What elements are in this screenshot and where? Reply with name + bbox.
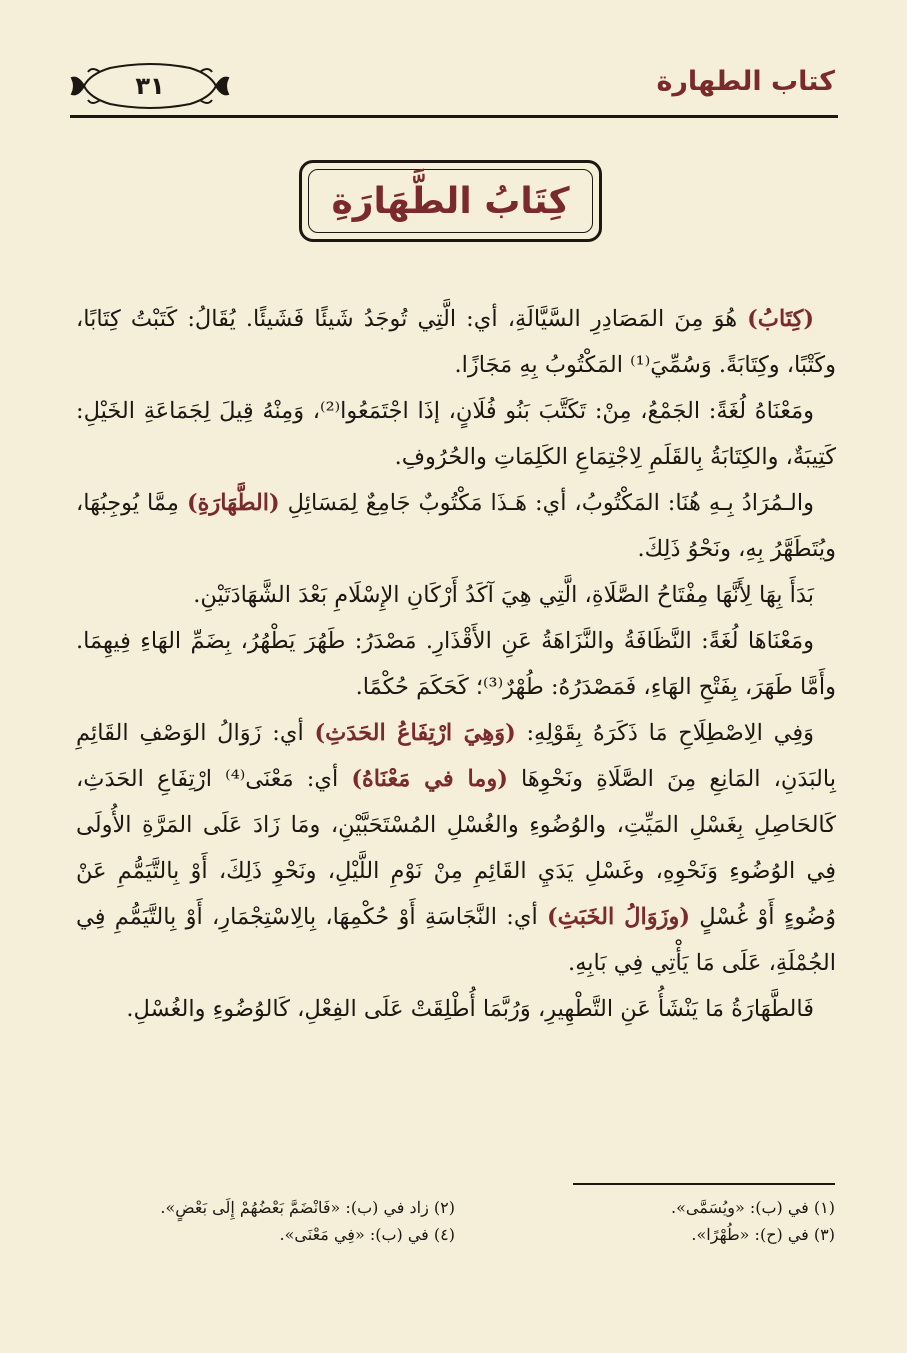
running-title: كتاب الطهارة: [656, 66, 835, 97]
commentary-text: ومَعْنَاهَا لُغَةً: النَّظَافَةُ والنَّزَاهَةُ عَنِ الأَقْذَارِ. مَصْدَرُ: طَهُرَ يَطْهُرُ، بِضَمِّ الهَاءِ فِيهِمَا. وأَمَّا طَهَرَ، بِفَتْحِ الهَاءِ، فَمَصْدَرُهُ: طُهْرٌ: [76, 628, 836, 700]
commentary-text: ومَعْنَاهُ لُغَةً: الجَمْعُ، مِنْ: تَكَتَّبَ بَنُو فُلَانٍ، إذَا اجْتَمَعُوا: [340, 398, 814, 424]
paragraph: [76, 710, 836, 986]
footnote-row: [75, 1194, 835, 1221]
paragraph: [76, 986, 836, 1032]
quoted-matn-text: (كِتَابُ): [747, 306, 814, 332]
quoted-matn-text: (وما في مَعْنَاهُ): [351, 766, 508, 792]
footnote: (٤) في (ب): «فِي مَعْنَى».: [279, 1225, 455, 1244]
footnote: (٣) في (ح): «طُهْرًا».: [691, 1225, 835, 1244]
commentary-text: ارْتِفَاعِ الحَدَثِ، كَالحَاصِلِ بِغَسْلِ المَيِّتِ، والوُضُوءِ والغُسْلِ المُسْتَحَبَّيْنِ، ومَا زَادَ عَلَى المَرَّةِ الأُولَى فِي الوُضُوءِ وَنَحْوِهِ، وغَسْلِ يَدَيِ القَائِمِ مِنْ نَوْمِ اللَّيْلِ، ونَحْوِ ذَلِكَ، أَوْ بِالتَّيَمُّمِ عَنْ وُضُوءٍ أَوْ غُسْلٍ: [76, 766, 836, 930]
paragraph: [76, 618, 836, 710]
commentary-text: أي: النَّجَاسَةِ أَوْ حُكْمِهَا، بِالِاسْتِجْمَارِ، أَوْ بِالتَّيَمُّمِ فِي الجُمْلَةِ، عَلَى مَا يَأْتِي فِي بَابِهِ.: [76, 904, 836, 976]
footnotes: [75, 1194, 835, 1248]
commentary-text: ⁽³⁾: [483, 674, 504, 700]
commentary-text: مِمَّا يُوجِبُهَا، ويُتَطَهَّرُ بِهِ، ونَحْوُ ذَلِكَ.: [76, 490, 836, 562]
footnote: (٢) زاد في (ب): «فَانْضَمَّ بَعْضُهُمْ إِلَى بَعْضٍ».: [160, 1198, 455, 1217]
paragraph: [76, 480, 836, 572]
footnote-rule: [573, 1183, 835, 1185]
commentary-text: أي: زَوَالُ الوَصْفِ القَائِمِ بِالبَدَنِ، المَانِعِ مِنَ الصَّلَاةِ ونَحْوِهَا: [76, 720, 836, 792]
quoted-matn-text: (وَهِيَ ارْتِفَاعُ الحَدَثِ): [314, 720, 516, 746]
commentary-text: أي: مَعْنَى: [245, 766, 352, 792]
quoted-matn-text: (الطَّهَارَةِ): [186, 490, 280, 516]
commentary-text: فَالطَّهَارَةُ مَا يَنْشَأُ عَنِ التَّطْهِيرِ، وَرُبَّمَا أُطْلِقَتْ عَلَى الفِعْلِ، كَالوُضُوءِ والغُسْلِ.: [126, 996, 814, 1022]
page-number: ٣١: [135, 72, 165, 100]
quoted-matn-text: (وزَوَالُ الخَبَثِ): [547, 904, 690, 930]
commentary-text: ⁽⁴⁾: [225, 766, 246, 792]
commentary-text: بَدَأَ بِهَا لِأَنَّهَا مِفْتَاحُ الصَّلَاةِ، الَّتِي هِيَ آكَدُ أَرْكَانِ الإِسْلَامِ بَعْدَ الشَّهَادَتَيْنِ.: [193, 582, 814, 608]
commentary-text: وَفِي الِاصْطِلَاحِ مَا ذَكَرَهُ بِقَوْلِهِ:: [515, 720, 814, 746]
commentary-text: ⁽¹⁾: [630, 352, 651, 378]
commentary-text: ، وَمِنْهُ قِيلَ لِجَمَاعَةِ الخَيْلِ: كَتِيبَةٌ، والكِتَابَةُ بِالقَلَمِ لِاجْتِمَاعِ الكَلِمَاتِ والحُرُوفِ.: [76, 398, 836, 470]
commentary-text: المَكْتُوبُ بِهِ مَجَازًا.: [454, 352, 631, 378]
paragraph: [76, 572, 836, 618]
paragraph: [76, 388, 836, 480]
footnote-row: [75, 1221, 835, 1248]
footnote: (١) في (ب): «ويُسَمَّى».: [671, 1198, 835, 1217]
chapter-title: كِتَابُ الطَّهَارَةِ: [331, 180, 570, 222]
commentary-text: ⁽²⁾: [320, 398, 341, 424]
paragraph: [76, 296, 836, 388]
chapter-title-frame: [299, 160, 602, 242]
commentary-text: ؛ كَحَكَمَ حُكْمًا.: [355, 674, 484, 700]
header-rule: [70, 115, 838, 118]
main-text: [76, 296, 836, 1032]
commentary-text: والـمُرَادُ بِـهِ هُنَا: المَكْتُوبُ، أي: هَـذَا مَكْتُوبٌ جَامِعٌ لِمَسَائِلِ: [279, 490, 814, 516]
commentary-text: هُوَ مِنَ المَصَادِرِ السَّيَّالَةِ، أي: الَّتِي تُوجَدُ شَيئًا فَشَيئًا. يُقَالُ: كَتَبْتُ كِتَابًا، وكَتْبًا، وكِتَابَةً. وَسُمِّيَ: [76, 306, 836, 378]
